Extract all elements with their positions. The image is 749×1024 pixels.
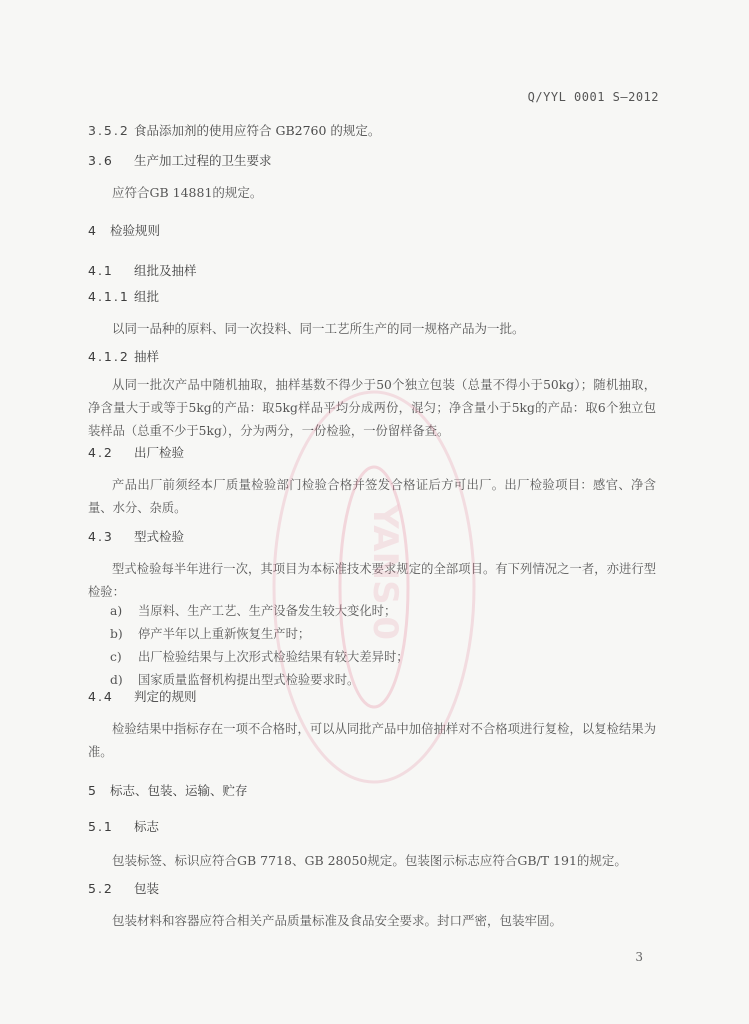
- section-title: 包装: [134, 881, 160, 896]
- section-3-6-heading: [88, 152, 272, 170]
- list-item-label: b): [110, 627, 123, 641]
- section-title: 抽样: [134, 349, 160, 364]
- section-4-4-heading: [88, 688, 197, 706]
- section-title: 标志: [134, 819, 160, 834]
- section-4-2-body: 产品出厂前须经本厂质量检验部门检验合格并签发合格证后方可出厂。出厂检验项目：感官、净含量、水分、杂质。: [88, 478, 656, 515]
- section-title: 出厂检验: [134, 445, 185, 460]
- section-number: 4: [88, 223, 98, 238]
- section-5-1-heading: [88, 818, 159, 836]
- section-4-4-body: 检验结果中指标存在一项不合格时，可以从同批产品中加倍抽样对不合格项进行复检，以复检结果为准。: [88, 722, 656, 759]
- section-number: 3.6: [88, 153, 114, 168]
- section-number: 4.1.1: [88, 289, 130, 304]
- section-5-2-body: 包装材料和容器应符合相关产品质量标准及食品安全要求。封口严密，包装牢固。: [112, 913, 563, 928]
- list-item-label: a): [110, 604, 123, 618]
- section-5-1-body: 包装标签、标识应符合GB 7718、GB 28050规定。包装图示标志应符合GB/T 191的规定。: [112, 853, 627, 868]
- section-number: 4.1: [88, 263, 114, 278]
- section-title: 判定的规则: [134, 689, 197, 704]
- list-item-label: c): [110, 650, 122, 664]
- section-4-3-heading: [88, 528, 184, 546]
- section-4-1-heading: [88, 262, 197, 280]
- list-item-text: 国家质量监督机构提出型式检验要求时。: [138, 673, 360, 687]
- section-4-2-heading: [88, 444, 184, 462]
- section-number: 5.2: [88, 881, 114, 896]
- page-number: 3: [635, 950, 643, 964]
- section-4-1-1-body: 以同一品种的原料、同一次投料、同一工艺所生产的同一规格产品为一批。: [112, 321, 525, 336]
- section-4-heading: [88, 222, 160, 240]
- section-number: 5.1: [88, 819, 114, 834]
- section-number: 4.3: [88, 529, 114, 544]
- section-title: 标志、包装、运输、贮存: [110, 783, 248, 798]
- company-seal-stamp: [262, 382, 482, 792]
- svg-text:YANS 0: YANS 0: [365, 503, 405, 641]
- section-number: 4.1.2: [88, 349, 130, 364]
- section-5-2-heading: [88, 880, 159, 898]
- section-title: 组批及抽样: [134, 263, 197, 278]
- list-item-text: 当原料、生产工艺、生产设备发生较大变化时；: [138, 604, 397, 618]
- section-title: 生产加工过程的卫生要求: [134, 153, 272, 168]
- list-item-label: d): [110, 673, 123, 687]
- section-number: 4.4: [88, 689, 114, 704]
- clause-text: 食品添加剂的使用应符合 GB2760 的规定。: [134, 123, 381, 138]
- section-4-1-2-heading: [88, 348, 159, 366]
- list-item-text: 出厂检验结果与上次形式检验结果有较大差异时；: [138, 650, 409, 664]
- section-5-heading: [88, 782, 248, 800]
- document-code: Q/YYL 0001 S—2012: [527, 90, 659, 104]
- section-number: 5: [88, 783, 98, 798]
- section-number: 4.2: [88, 445, 114, 460]
- section-4-1-2-body: 从同一批次产品中随机抽取，抽样基数不得少于50个独立包装（总量不得小于50kg）；随机抽取，净含量大于或等于5kg的产品：取5kg样品平均分成两份，混匀；净含量小于5kg的产品：取6个独立包装样品（总重不少于5kg），分为两分，一份检验，一份留样备查。: [88, 378, 656, 438]
- section-4-1-1-heading: [88, 288, 159, 306]
- section-title: 组批: [134, 289, 160, 304]
- section-3-6-body: 应符合GB 14881的规定。: [112, 185, 263, 200]
- section-title: 检验规则: [110, 223, 161, 238]
- section-4-3-body: 型式检验每半年进行一次，其项目为本标准技术要求规定的全部项目。有下列情况之一者，亦进行型检验：: [88, 562, 656, 599]
- clause-number: 3.5.2: [88, 123, 130, 138]
- section-title: 型式检验: [134, 529, 185, 544]
- clause-3-5-2: [88, 122, 380, 140]
- list-item-text: 停产半年以上重新恢复生产时；: [138, 627, 311, 641]
